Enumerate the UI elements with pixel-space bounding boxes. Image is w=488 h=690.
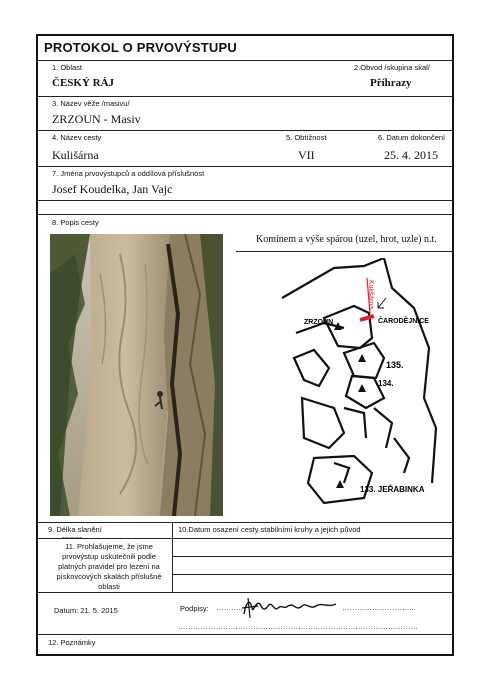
divider	[38, 60, 452, 61]
declaration-text: 11. Prohlašujeme, že jsme prvovýstup uskutečnili podle platných pravidel pro lezení na pískovcových skalách příslušné oblasti	[56, 542, 162, 591]
topo-label-135: 135.	[386, 360, 404, 370]
divider	[236, 251, 452, 252]
divider	[38, 96, 452, 97]
route-topo-diagram	[274, 258, 452, 508]
signature-dots-3: ……………………………………………………………………………………	[178, 622, 418, 631]
area-value: ČESKÝ RÁJ	[52, 77, 115, 89]
topo-label-zrzoun: ZRZOUN	[304, 319, 334, 326]
signatures-label: Podpisy:	[180, 604, 209, 613]
notes-label: 12. Poznámky	[48, 638, 96, 647]
date-label: Datum:	[54, 606, 79, 615]
rock-photo-image	[50, 234, 223, 516]
topo-sketch	[274, 258, 452, 508]
climbers-label: 7. Jména prvovýstupců a oddílová příslušnost	[52, 169, 205, 178]
district-label: 2.Obvod /skupina skal/	[354, 63, 430, 72]
divider	[38, 200, 452, 201]
difficulty-value: VII	[298, 148, 315, 162]
date-completed-value: 25. 4. 2015	[384, 148, 438, 162]
topo-label-carodejnice: ČARODĚJNICE	[378, 318, 429, 325]
divider	[38, 214, 452, 215]
tower-value: ZRZOUN - Masiv	[52, 112, 141, 126]
difficulty-label: 5. Obtížnost	[286, 133, 327, 142]
divider	[38, 538, 452, 539]
district-value: Příhrazy	[370, 77, 412, 89]
page-title: PROTOKOL O PRVOVÝSTUPU	[44, 40, 237, 55]
divider	[172, 522, 173, 592]
divider	[38, 634, 452, 635]
climbers-value: Josef Koudelka, Jan Vajc	[52, 182, 173, 196]
area-label: 1. Oblast	[52, 63, 83, 72]
route-label: 4. Název cesty	[52, 133, 102, 142]
signature-dots-1: ………..	[216, 603, 243, 612]
tower-label: 3. Název věže /masivu/	[52, 99, 130, 108]
handwritten-signature	[238, 594, 348, 622]
topo-label-jerabinka: 133. JEŘABINKA	[360, 485, 425, 494]
route-photo	[50, 234, 223, 516]
protocol-form	[36, 34, 454, 656]
date-value: 21. 5. 2015	[80, 606, 118, 615]
rappel-label: 9. Délka slanění	[48, 525, 102, 534]
divider	[38, 592, 452, 593]
date-row	[54, 606, 118, 615]
divider	[38, 130, 452, 131]
description-value: Komínem a výše spárou (uzel, hrot, uzle) n.t.	[256, 234, 437, 245]
divider	[172, 556, 452, 557]
description-label: 8. Popis cesty	[52, 218, 99, 227]
divider	[172, 574, 452, 575]
date-completed-label: 6. Datum dokončení	[378, 133, 446, 142]
bolt-date-label: 10.Datum osazení cesty stabilními kruhy a jejich původ	[178, 525, 361, 534]
rappel-value: --------	[62, 533, 82, 542]
signature-dots-2: ………………………..	[342, 603, 414, 612]
topo-label-134: 134.	[378, 379, 394, 388]
topo-label-route: Kulišárna	[367, 280, 374, 310]
divider	[38, 522, 452, 523]
route-value: Kulišárna	[52, 148, 99, 162]
divider	[38, 166, 452, 167]
